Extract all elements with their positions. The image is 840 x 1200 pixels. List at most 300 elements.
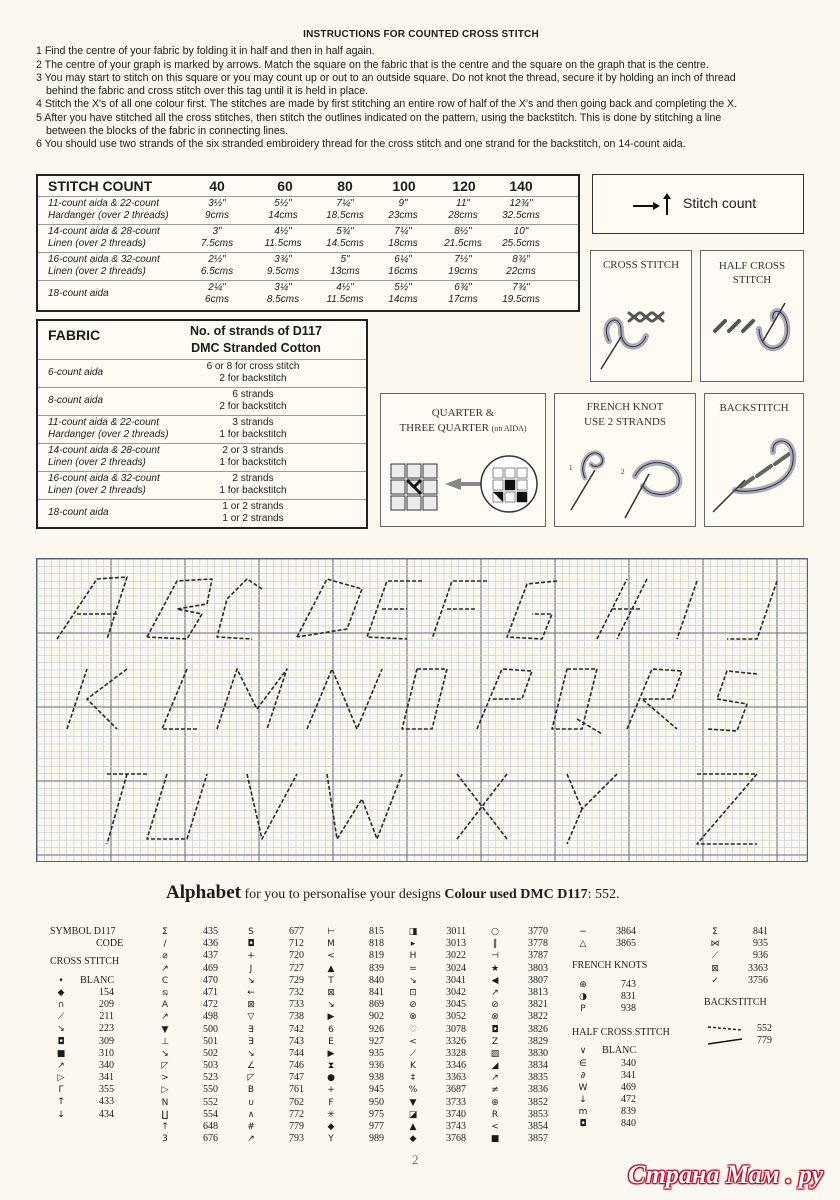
key-row — [240, 1072, 304, 1084]
cell-inches: 3" — [212, 226, 222, 237]
key-symbol: ⟋ — [57, 1012, 65, 1023]
key-code: 935 — [753, 938, 768, 950]
strands-value: 2 strands — [232, 473, 274, 484]
key-symbol: ↑ — [57, 1097, 65, 1108]
key-code: BLANC — [602, 1045, 636, 1057]
cell-cms: 23cms — [388, 210, 418, 221]
key-row — [154, 1036, 218, 1048]
key-code: 945 — [369, 1084, 384, 1096]
letter-backstitch-outline — [367, 581, 422, 639]
key-code: 309 — [99, 1035, 114, 1047]
cell-cms: 6.5cms — [200, 266, 234, 277]
key-row — [154, 1109, 218, 1121]
key-code: 340 — [99, 1059, 114, 1071]
key-symbol: # — [247, 1122, 255, 1132]
column-header: 80 — [337, 178, 353, 194]
key-symbol: ↓ — [57, 1109, 65, 1120]
key-symbol: ⊕ — [579, 979, 587, 990]
key-code: 3813 — [528, 986, 548, 998]
key-code: 772 — [289, 1108, 304, 1120]
fabric-row — [38, 471, 366, 500]
key-row — [154, 987, 218, 999]
row-label: 18-count aida — [48, 288, 109, 299]
key-symbol: ⧗ — [327, 1061, 335, 1072]
key-code: 3834 — [528, 1060, 548, 1072]
key-row — [240, 926, 304, 938]
cell-inches: 8½" — [454, 226, 472, 237]
key-code: 3835 — [528, 1072, 548, 1084]
key-code: 3756 — [748, 974, 768, 986]
key-code: 712 — [289, 938, 304, 950]
key-code: 989 — [369, 1133, 384, 1145]
key-row — [50, 1060, 123, 1072]
key-row — [240, 950, 304, 962]
cell-inches: 3¾" — [274, 254, 292, 265]
key-symbol: ◑ — [579, 991, 587, 1002]
key-code: 902 — [369, 1011, 384, 1023]
cell-cms: 11.5cms — [326, 294, 364, 305]
key-row — [484, 926, 548, 938]
column-header: 140 — [509, 178, 533, 194]
key-code: 470 — [203, 974, 218, 986]
colour-key — [36, 926, 826, 1146]
row-label: Linen (over 2 threads) — [48, 457, 146, 468]
instruction-line: 4 Stitch the X's of all one colour first. The stitches are made by first stitching an entire row of half of the X's and then going back and completing the X. — [36, 98, 738, 111]
key-symbol: △ — [579, 939, 587, 950]
key-row — [240, 963, 304, 975]
key-symbol: ◆ — [57, 987, 65, 998]
key-symbol: ◀ — [491, 975, 499, 986]
key-symbol: ⊘ — [491, 1000, 499, 1011]
cell-cms: 21.5cms — [444, 238, 482, 249]
key-code: 3852 — [528, 1096, 548, 1108]
row-label: 6-count aida — [48, 367, 104, 378]
key-head: CODE — [96, 938, 124, 950]
key-head: SYMBOL D117 — [50, 926, 116, 937]
key-code: 154 — [99, 986, 114, 998]
key-row — [402, 999, 466, 1011]
key-row — [484, 1097, 548, 1109]
fabric-header-line: No. of strands of D117 — [190, 324, 322, 338]
key-symbol: ↗ — [491, 987, 499, 998]
key-row — [154, 1097, 218, 1109]
key-symbol: ↗ — [161, 963, 169, 974]
key-row — [320, 1036, 384, 1048]
half-cross-label-line: STITCH — [732, 274, 772, 286]
fabric-table — [36, 319, 368, 529]
french-knot-label-line: FRENCH KNOT — [586, 401, 664, 413]
key-symbol: + — [327, 1085, 335, 1096]
french-knot-label-line: USE 2 STRANDS — [584, 416, 666, 428]
instructions-title: INSTRUCTIONS FOR COUNTED CROSS STITCH — [303, 29, 539, 40]
key-row — [320, 1011, 384, 1023]
letter-backstitch-outline — [217, 579, 262, 639]
key-row — [484, 1133, 548, 1145]
key-symbol: ⊕ — [491, 1097, 499, 1108]
fabric-row — [38, 359, 366, 388]
key-code: 469 — [621, 1081, 636, 1093]
key-row — [402, 963, 466, 975]
key-code: 3836 — [528, 1084, 548, 1096]
key-code: 3822 — [528, 1011, 548, 1023]
key-code: 3326 — [446, 1035, 466, 1047]
key-code: 434 — [99, 1108, 114, 1120]
key-row — [572, 938, 670, 950]
key-code: 3854 — [528, 1121, 548, 1132]
letter-backstitch-outline — [507, 581, 557, 639]
fabric-row — [38, 387, 366, 416]
key-code: 676 — [203, 1133, 218, 1145]
cross-stitch-drawing — [591, 281, 691, 381]
key-code: 501 — [203, 1035, 218, 1047]
key-row — [704, 975, 772, 987]
cell-cms: 19cms — [448, 266, 478, 277]
row-label: 16-count aida & 32-count — [48, 254, 160, 265]
cell-cms: 25.5cms — [502, 238, 540, 249]
key-code: 3826 — [528, 1023, 548, 1035]
key-code: 3041 — [446, 974, 466, 986]
dashed-line-icon — [704, 1024, 744, 1034]
half-cross-drawing — [701, 289, 801, 379]
key-code: 3011 — [446, 926, 466, 937]
key-symbol: ↓ — [579, 1095, 587, 1106]
key-head: CROSS STITCH — [50, 956, 120, 968]
instructions-section — [36, 28, 806, 152]
letter-backstitch-outline — [597, 579, 647, 639]
key-code: 3022 — [446, 950, 466, 962]
key-code: 779 — [289, 1121, 304, 1132]
key-code: 742 — [289, 1023, 304, 1035]
key-symbol: ⋈ — [710, 939, 720, 950]
key-code: 310 — [99, 1047, 114, 1059]
key-column — [320, 926, 384, 1145]
key-row — [154, 1048, 218, 1060]
key-row — [704, 1023, 772, 1035]
key-symbol: ⊢ — [327, 927, 335, 937]
key-symbol: ◨ — [408, 927, 418, 937]
key-symbol: ◘ — [57, 1036, 65, 1047]
row-label: 16-count aida & 32-count — [48, 473, 160, 484]
key-row — [50, 1072, 123, 1084]
key-row — [240, 1048, 304, 1060]
key-code: 738 — [289, 1011, 304, 1023]
key-symbol: ↘ — [247, 1048, 255, 1059]
key-code: 648 — [203, 1121, 218, 1132]
letter-backstitch-outline — [677, 581, 697, 639]
key-row — [704, 926, 772, 938]
key-code: 3829 — [528, 1035, 548, 1047]
key-symbol: ▲ — [409, 1122, 417, 1132]
key-code: 3042 — [446, 986, 466, 998]
strands-value: 3 strands — [232, 417, 274, 428]
key-code: 677 — [289, 926, 304, 937]
cell-cms: 19.5cms — [502, 294, 540, 305]
key-code: 3864 — [616, 926, 636, 937]
key-symbol: ▼ — [161, 1024, 169, 1035]
instruction-line: 3 You may start to stitch on this square or you may count up or out to an outside square. Do not knot the thread, secure it by holding an inch of thread — [36, 71, 736, 84]
row-label: 8-count aida — [48, 395, 104, 406]
colour-used-label: Colour used DMC D117 — [444, 887, 588, 902]
key-symbol: ∂ — [580, 1070, 586, 1081]
cell-inches: 7¼" — [336, 198, 354, 209]
french-knots-heading: FRENCH KNOTS — [572, 960, 648, 972]
key-row — [402, 938, 466, 950]
key-row — [402, 975, 466, 987]
key-code: 975 — [369, 1108, 384, 1120]
key-row — [240, 1097, 304, 1109]
key-code: 732 — [289, 986, 304, 998]
key-code: 3013 — [446, 938, 466, 950]
key-symbol: > — [161, 1073, 169, 1084]
row-label: 18-count aida — [48, 507, 109, 518]
alphabet-chart-drawing — [37, 559, 807, 861]
letter-backstitch-outline — [162, 669, 197, 729]
half-cross-illustration — [700, 250, 804, 382]
key-row — [572, 1045, 670, 1057]
letter-backstitch-outline — [627, 669, 682, 729]
instruction-line: between the blocks of the fabric in connecting lines. — [46, 125, 289, 138]
key-row — [484, 1024, 548, 1036]
key-code: 3328 — [446, 1047, 466, 1059]
key-code: 744 — [289, 1047, 304, 1059]
key-code: 761 — [289, 1084, 304, 1096]
key-row — [402, 950, 466, 962]
key-symbol: ◢ — [491, 1061, 499, 1072]
key-column — [240, 926, 304, 1145]
key-row — [320, 1097, 384, 1109]
key-row — [154, 950, 218, 962]
key-code: 3687 — [446, 1084, 466, 1096]
key-row — [484, 1072, 548, 1084]
key-symbol: ↘ — [327, 1000, 335, 1011]
key-column — [572, 926, 670, 1131]
key-symbol: ↑ — [161, 1122, 169, 1132]
key-symbol: < — [491, 1122, 499, 1132]
cell-inches: 7½" — [454, 254, 472, 265]
key-symbol: ■ — [56, 1048, 66, 1059]
key-code: 437 — [203, 950, 218, 962]
key-row — [154, 1060, 218, 1072]
strands-value: 1 for backstitch — [219, 485, 287, 496]
cell-inches: 5" — [340, 254, 350, 265]
key-row — [402, 1011, 466, 1023]
fabric-row — [38, 443, 366, 472]
key-code: 733 — [289, 999, 304, 1011]
key-symbol: ✳ — [327, 1109, 335, 1120]
cell-inches: 5½" — [394, 282, 412, 293]
key-code: 840 — [369, 974, 384, 986]
key-row — [572, 979, 670, 991]
key-symbol: ‡ — [410, 1073, 416, 1084]
key-code: 793 — [289, 1133, 304, 1145]
key-row — [320, 1072, 384, 1084]
key-row — [402, 1072, 466, 1084]
letter-backstitch-outline — [57, 577, 127, 639]
quarter-stitch-illustration — [380, 393, 546, 527]
key-column — [704, 926, 772, 1048]
key-row — [154, 999, 218, 1011]
key-code: 3363 — [446, 1072, 466, 1084]
key-code: 3770 — [528, 926, 548, 937]
backstitch-illustration — [704, 393, 804, 527]
key-code: 223 — [99, 1023, 114, 1035]
fabric-header: FABRIC — [48, 327, 101, 343]
page-number: 2 — [412, 1152, 419, 1167]
key-row — [240, 1011, 304, 1023]
alphabet-chart-grid — [36, 558, 808, 862]
key-symbol: ↘ — [57, 1024, 65, 1035]
key-row — [50, 975, 123, 987]
key-code: 818 — [369, 938, 384, 950]
key-code: 469 — [203, 962, 218, 974]
cell-cms: 14cms — [388, 294, 418, 305]
key-symbol: Z — [491, 1036, 499, 1047]
key-symbol: ⊥ — [161, 1036, 169, 1047]
key-row — [484, 1011, 548, 1023]
letter-backstitch-outline — [402, 669, 447, 729]
key-code: 743 — [621, 978, 636, 990]
key-code: 841 — [753, 926, 768, 937]
strands-value: 1 or 2 strands — [222, 513, 284, 524]
key-row — [240, 1084, 304, 1096]
cell-inches: 7¼" — [394, 226, 412, 237]
key-symbol: ▽ — [247, 1012, 255, 1023]
key-symbol: ⟋ — [711, 951, 719, 962]
key-row — [154, 1121, 218, 1133]
key-code: 729 — [289, 974, 304, 986]
row-label: 14-count aida & 28-count — [48, 226, 160, 237]
cell-cms: 14.5cms — [326, 238, 364, 249]
key-symbol: ★ — [490, 963, 500, 974]
key-symbol: ∈ — [579, 1058, 587, 1069]
key-code: 747 — [289, 1072, 304, 1084]
quarter-label-note: (on AIDA) — [491, 424, 527, 433]
quarter-label-line: QUARTER & — [431, 407, 495, 419]
key-row — [154, 1084, 218, 1096]
solid-line-icon — [704, 1036, 744, 1046]
key-code: 727 — [289, 962, 304, 974]
key-symbol: W — [578, 1082, 588, 1093]
key-code: 779 — [757, 1035, 772, 1047]
cell-cms: 13cms — [330, 266, 360, 277]
strands-value: 2 or 3 strands — [222, 445, 284, 456]
key-symbol: ⊣ — [491, 951, 499, 962]
key-row — [50, 1096, 123, 1108]
key-row — [572, 1003, 670, 1015]
quarter-label-line: THREE QUARTER — [399, 422, 489, 434]
cell-cms: 8.5cms — [266, 294, 300, 305]
key-symbol: ↗ — [491, 1073, 499, 1084]
key-symbol: ↗ — [247, 1134, 255, 1145]
key-row — [154, 1133, 218, 1145]
strands-value: 2 for backstitch — [219, 401, 287, 412]
cell-inches: 9" — [398, 198, 408, 209]
key-symbol: ▼ — [409, 1097, 417, 1108]
key-symbol: ⊠ — [247, 1000, 255, 1011]
key-row — [402, 1097, 466, 1109]
cell-inches: 12¾" — [509, 198, 533, 209]
strands-value: 2 for backstitch — [219, 373, 287, 384]
key-symbol: ∪ — [247, 1097, 255, 1108]
backstitch-label: BACKSTITCH — [719, 402, 789, 414]
key-code: 720 — [289, 950, 304, 962]
key-symbol: 6 — [328, 1024, 334, 1035]
cell-cms: 6cms — [205, 294, 229, 305]
key-row — [402, 1109, 466, 1121]
key-symbol: ⊠ — [711, 963, 719, 974]
letter-backstitch-outline — [697, 774, 757, 844]
key-code: 938 — [621, 1002, 636, 1014]
key-symbol: ∧ — [247, 1109, 255, 1120]
key-code: 839 — [369, 962, 384, 974]
key-code: 839 — [621, 1106, 636, 1118]
key-symbol: ≠ — [491, 1085, 499, 1096]
key-row — [484, 1109, 548, 1121]
backstitch-drawing — [705, 424, 803, 524]
stitch-count-row — [38, 280, 578, 309]
key-row — [240, 999, 304, 1011]
key-row — [320, 1109, 384, 1121]
key-code: 831 — [621, 990, 636, 1002]
key-row — [484, 1121, 548, 1133]
key-symbol: ⟋ — [409, 1048, 417, 1059]
key-symbol: ∐ — [161, 1109, 169, 1120]
key-row — [320, 1048, 384, 1060]
key-row — [484, 987, 548, 999]
letter-backstitch-outline — [67, 669, 127, 729]
cell-inches: 4½" — [274, 226, 292, 237]
key-symbol: ◘ — [579, 1119, 587, 1130]
letter-backstitch-outline — [247, 774, 297, 839]
cell-inches: 6¼" — [394, 254, 412, 265]
key-code: 550 — [203, 1084, 218, 1096]
key-code: BLANC — [80, 974, 114, 986]
key-symbol: ◘ — [491, 1024, 499, 1035]
key-row — [240, 1109, 304, 1121]
key-symbol: R — [491, 1109, 499, 1120]
key-row — [402, 1048, 466, 1060]
key-row — [484, 963, 548, 975]
key-symbol: ◆ — [327, 1122, 335, 1132]
key-row — [320, 950, 384, 962]
key-code: 762 — [289, 1096, 304, 1108]
key-code: 936 — [753, 950, 768, 962]
key-row — [320, 963, 384, 975]
key-row — [484, 1060, 548, 1072]
cell-inches: 3½" — [208, 198, 226, 209]
key-row — [402, 1060, 466, 1072]
key-symbol: ↗ — [161, 1012, 169, 1023]
key-symbol: ⊗ — [409, 1012, 417, 1023]
key-symbol: ↗ — [57, 1060, 65, 1071]
row-label: Linen (over 2 threads) — [48, 238, 146, 249]
cell-cms: 7.5cms — [200, 238, 234, 249]
key-row — [402, 926, 466, 938]
key-symbol: ▲ — [327, 963, 335, 974]
key-symbol: ✓ — [711, 975, 719, 986]
key-row — [50, 1023, 123, 1035]
key-code: 341 — [99, 1072, 114, 1084]
key-row — [572, 1058, 670, 1070]
key-column — [402, 926, 466, 1145]
key-code: 355 — [99, 1084, 114, 1096]
key-code: 743 — [289, 1035, 304, 1047]
key-symbol: Σ — [162, 927, 168, 937]
quarter-label — [381, 406, 545, 436]
key-code: 3807 — [528, 974, 548, 986]
key-row — [572, 926, 670, 938]
cell-inches: 10" — [513, 226, 529, 237]
